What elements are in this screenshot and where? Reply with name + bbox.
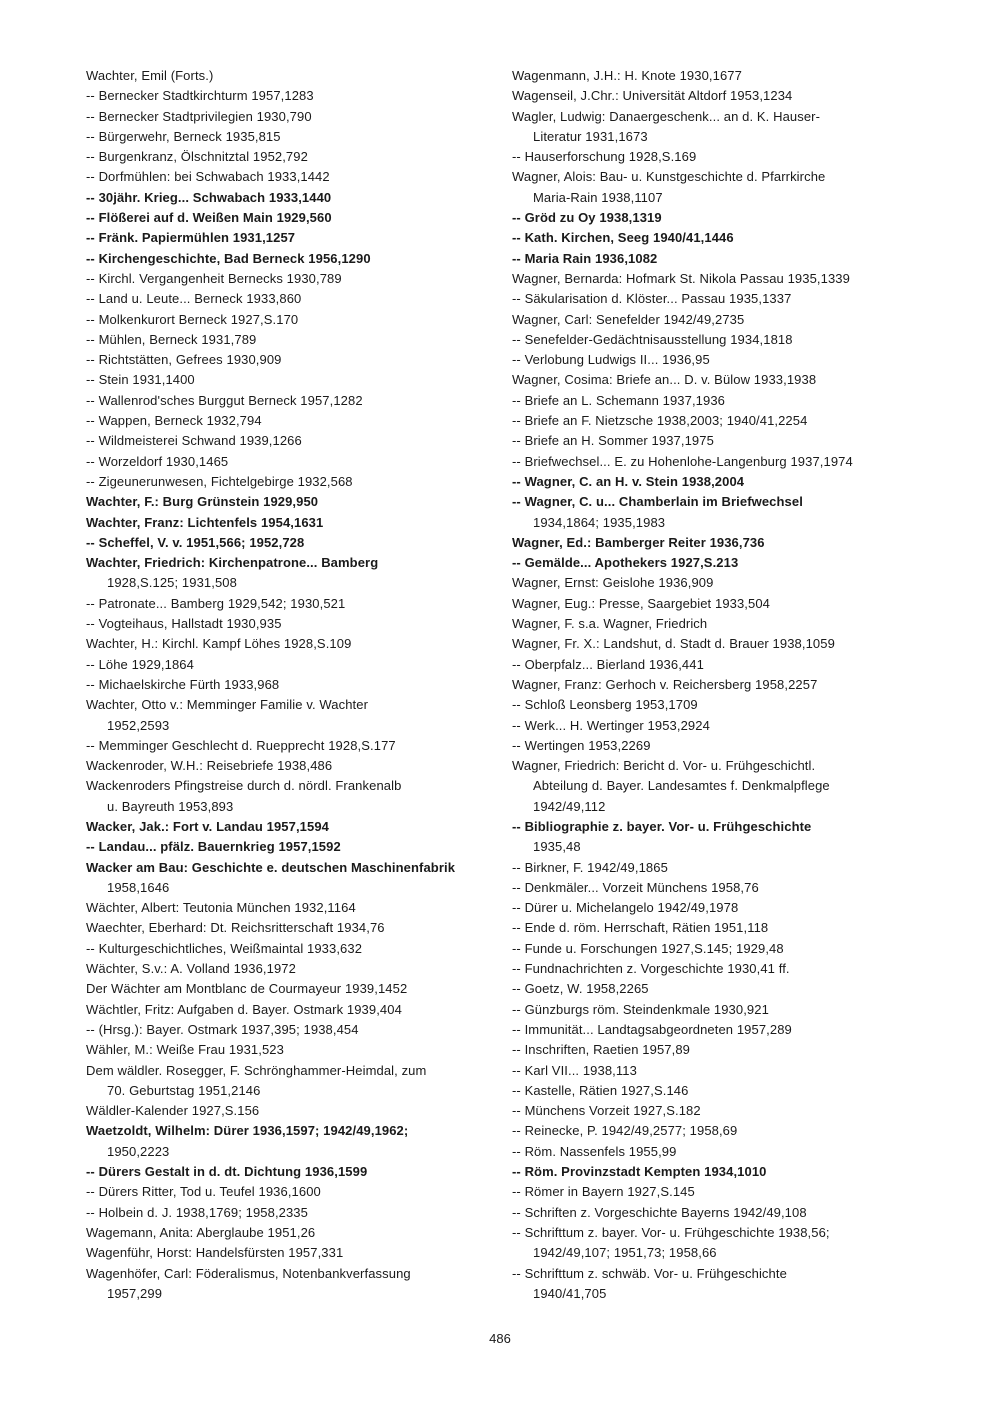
index-entry: Wagner, Ed.: Bamberger Reiter 1936,736	[512, 534, 765, 550]
index-entry: -- Mühlen, Berneck 1931,789	[86, 331, 257, 347]
index-entry: -- Fränk. Papiermühlen 1931,1257	[86, 230, 296, 246]
index-entry: -- Münchens Vorzeit 1927,S.182	[512, 1103, 701, 1119]
index-entry: Waetzoldt, Wilhelm: Dürer 1936,1597; 1942/49,1962;	[86, 1123, 409, 1139]
index-entry-continuation: 1952,2593	[107, 717, 170, 733]
index-entry: -- Säkularisation d. Klöster... Passau 1935,1337	[512, 291, 792, 307]
index-entry: -- Ende d. röm. Herrschaft, Rätien 1951,118	[512, 920, 769, 936]
index-entry: -- Patronate... Bamberg 1929,542; 1930,521	[86, 595, 346, 611]
index-entry: -- Land u. Leute... Berneck 1933,860	[86, 291, 302, 307]
index-entry: Wagner, Bernarda: Hofmark St. Nikola Passau 1935,1339	[512, 270, 850, 286]
index-entry: -- Goetz, W. 1958,2265	[512, 981, 649, 997]
index-entry-continuation: 1935,48	[533, 839, 581, 855]
index-entry: -- Wagner, C. u... Chamberlain im Briefwechsel	[512, 494, 803, 510]
index-entry: Wachter, H.: Kirchl. Kampf Löhes 1928,S.109	[86, 636, 352, 652]
index-entry: -- Briefe an L. Schemann 1937,1936	[512, 392, 725, 408]
index-entry-continuation: 1942/49,112	[533, 798, 606, 814]
index-entry: -- Senefelder-Gedächtnisausstellung 1934,1818	[512, 331, 793, 347]
index-entry-continuation: 1942/49,107; 1951,73; 1958,66	[533, 1245, 717, 1261]
index-entry: -- Memminger Geschlecht d. Ruepprecht 1928,S.177	[86, 737, 396, 753]
index-entry: -- Bibliographie z. bayer. Vor- u. Frühgeschichte	[512, 818, 812, 834]
index-entry-continuation: Abteilung d. Bayer. Landesamtes f. Denkmalpflege	[533, 778, 830, 794]
index-entry: -- Bürgerwehr, Berneck 1935,815	[86, 128, 281, 144]
index-entry: -- Gröd zu Oy 1938,1319	[512, 210, 662, 226]
index-entry: -- Funde u. Forschungen 1927,S.145; 1929,48	[512, 940, 784, 956]
index-entry: Dem wäldler. Rosegger, F. Schrönghammer-Heimdal, zum	[86, 1062, 427, 1078]
index-entry: Wagenmann, J.H.: H. Knote 1930,1677	[512, 68, 742, 83]
index-entry: Wächtler, Fritz: Aufgaben d. Bayer. Ostmark 1939,404	[86, 1001, 402, 1017]
index-entry: -- Wertingen 1953,2269	[512, 737, 651, 753]
index-entry: -- Dürers Ritter, Tod u. Teufel 1936,1600	[86, 1184, 321, 1200]
index-entry: -- 30jähr. Krieg... Schwabach 1933,1440	[86, 189, 332, 205]
index-entry-continuation: 1928,S.125; 1931,508	[107, 575, 237, 591]
index-entry: -- Dorfmühlen: bei Schwabach 1933,1442	[86, 169, 330, 185]
index-entry-continuation: Literatur 1931,1673	[533, 128, 648, 144]
index-entry: Wächter, Albert: Teutonia München 1932,1164	[86, 900, 356, 916]
index-entry: -- Hauserforschung 1928,S.169	[512, 149, 697, 165]
index-entry: Wagner, Carl: Senefelder 1942/49,2735	[512, 311, 745, 327]
index-entry: -- Römer in Bayern 1927,S.145	[512, 1184, 695, 1200]
index-entry-continuation: Maria-Rain 1938,1107	[533, 189, 663, 205]
index-entry: Wäldler-Kalender 1927,S.156	[86, 1103, 260, 1119]
index-entry: -- Wallenrod'sches Burggut Berneck 1957,1282	[86, 392, 363, 408]
index-entry-continuation: 1940/41,705	[533, 1285, 607, 1301]
left-column	[86, 66, 498, 1304]
index-entry: Wagler, Ludwig: Danaergeschenk... an d. K. Hauser-	[512, 108, 821, 124]
index-entry: -- Landau... pfälz. Bauernkrieg 1957,1592	[86, 839, 341, 855]
index-entry: Wackenroder, W.H.: Reisebriefe 1938,486	[86, 758, 333, 774]
index-entry: -- Maria Rain 1936,1082	[512, 250, 658, 266]
index-entry: Wachter, F.: Burg Grünstein 1929,950	[86, 494, 319, 510]
index-entry: Waechter, Eberhard: Dt. Reichsritterschaft 1934,76	[86, 920, 385, 936]
index-entry: Wagner, Cosima: Briefe an... D. v. Bülow 1933,1938	[512, 372, 817, 388]
index-entry: -- Fundnachrichten z. Vorgeschichte 1930,41 ff.	[512, 961, 790, 977]
index-entry: Wagner, Friedrich: Bericht d. Vor- u. Frühgeschichtl.	[512, 758, 816, 774]
index-entry: Wagner, Franz: Gerhoch v. Reichersberg 1958,2257	[512, 676, 818, 692]
index-entry: -- Flößerei auf d. Weißen Main 1929,560	[86, 210, 332, 226]
index-entry: -- Verlobung Ludwigs II... 1936,95	[512, 352, 710, 368]
index-entry: Wagner, Eug.: Presse, Saargebiet 1933,504	[512, 595, 771, 611]
index-entry: -- Briefe an F. Nietzsche 1938,2003; 1940/41,2254	[512, 413, 808, 429]
index-entry: -- Briefwechsel... E. zu Hohenlohe-Langenburg 1937,1974	[512, 453, 853, 469]
index-entry: -- Günzburgs röm. Steindenkmale 1930,921	[512, 1001, 769, 1017]
index-entry: -- Wappen, Berneck 1932,794	[86, 413, 262, 429]
index-entry: -- Schriften z. Vorgeschichte Bayerns 1942/49,108	[512, 1204, 807, 1220]
index-entry: -- Schrifttum z. bayer. Vor- u. Frühgeschichte 1938,56;	[512, 1224, 830, 1240]
index-entry: -- Kastelle, Rätien 1927,S.146	[512, 1082, 689, 1098]
index-entry: Wagemann, Anita: Aberglaube 1951,26	[86, 1224, 316, 1240]
index-entry: Wagner, Fr. X.: Landshut, d. Stadt d. Brauer 1938,1059	[512, 636, 835, 652]
index-entry: Wacker, Jak.: Fort v. Landau 1957,1594	[86, 818, 329, 834]
index-entry: -- Worzeldorf 1930,1465	[86, 453, 229, 469]
index-entry: -- Werk... H. Wertinger 1953,2924	[512, 717, 710, 733]
index-entry: -- Röm. Provinzstadt Kempten 1934,1010	[512, 1164, 767, 1180]
index-entry: Wachter, Franz: Lichtenfels 1954,1631	[86, 514, 324, 530]
index-entry: -- Gemälde... Apothekers 1927,S.213	[512, 555, 739, 571]
index-entry: -- Burgenkranz, Ölschnitztal 1952,792	[86, 149, 308, 165]
index-entry: -- Kirchengeschichte, Bad Berneck 1956,1290	[86, 250, 371, 266]
index-entry: Wagner, Ernst: Geislohe 1936,909	[512, 575, 714, 591]
index-entry: -- Kirchl. Vergangenheit Bernecks 1930,789	[86, 270, 342, 286]
index-entry: Wagner, F. s.a. Wagner, Friedrich	[512, 616, 708, 632]
index-entry-continuation: u. Bayreuth 1953,893	[107, 798, 234, 814]
index-entry: -- Briefe an H. Sommer 1937,1975	[512, 433, 714, 449]
index-entry: -- (Hrsg.): Bayer. Ostmark 1937,395; 1938,454	[86, 1021, 359, 1037]
index-entry-continuation: 70. Geburtstag 1951,2146	[107, 1082, 261, 1098]
index-entry: -- Bernecker Stadtkirchturm 1957,1283	[86, 88, 314, 104]
index-entry: Wachter, Otto v.: Memminger Familie v. Wachter	[86, 697, 368, 713]
index-entry: -- Molkenkurort Berneck 1927,S.170	[86, 311, 299, 327]
index-entry-continuation: 1958,1646	[107, 879, 170, 895]
index-entry: Wagner, Alois: Bau- u. Kunstgeschichte d. Pfarrkirche	[512, 169, 826, 185]
index-entry: -- Immunität... Landtagsabgeordneten 1957,289	[512, 1021, 792, 1037]
index-entry: -- Röm. Nassenfels 1955,99	[512, 1143, 677, 1159]
index-entry: -- Schloß Leonsberg 1953,1709	[512, 697, 698, 713]
index-entry: -- Dürer u. Michelangelo 1942/49,1978	[512, 900, 739, 916]
index-entry: Wacker am Bau: Geschichte e. deutschen Maschinenfabrik	[86, 859, 456, 875]
index-entry: -- Vogteihaus, Hallstadt 1930,935	[86, 616, 282, 632]
index-entry: -- Schrifttum z. schwäb. Vor- u. Frühgeschichte	[512, 1265, 787, 1281]
index-entry: Wachter, Friedrich: Kirchenpatrone... Bamberg	[86, 555, 379, 571]
index-entry: Wagenhöfer, Carl: Föderalismus, Notenbankverfassung	[86, 1265, 411, 1281]
index-entry: -- Stein 1931,1400	[86, 372, 195, 388]
index-entry: Wächter, S.v.: A. Volland 1936,1972	[86, 961, 296, 977]
index-entry: -- Reinecke, P. 1942/49,2577; 1958,69	[512, 1123, 738, 1139]
right-column	[512, 66, 942, 1304]
index-entry: Der Wächter am Montblanc de Courmayeur 1939,1452	[86, 981, 408, 997]
index-entry: -- Michaelskirche Fürth 1933,968	[86, 676, 280, 692]
index-entry: -- Bernecker Stadtprivilegien 1930,790	[86, 108, 312, 124]
index-entry: -- Karl VII... 1938,113	[512, 1062, 637, 1078]
index-entry: Wähler, M.: Weiße Frau 1931,523	[86, 1042, 284, 1058]
index-entry: -- Scheffel, V. v. 1951,566; 1952,728	[86, 534, 305, 550]
index-entry: -- Birkner, F. 1942/49,1865	[512, 859, 668, 875]
index-entry: -- Dürers Gestalt in d. dt. Dichtung 1936,1599	[86, 1164, 368, 1180]
index-entry: Wachter, Emil (Forts.)	[86, 68, 214, 83]
index-entry-continuation: 1957,299	[107, 1285, 163, 1301]
index-entry: Wagenseil, J.Chr.: Universität Altdorf 1953,1234	[512, 88, 793, 104]
index-entry: -- Zigeunerunwesen, Fichtelgebirge 1932,568	[86, 473, 353, 489]
index-entry: -- Richtstätten, Gefrees 1930,909	[86, 352, 282, 368]
index-entry: -- Wagner, C. an H. v. Stein 1938,2004	[512, 473, 745, 489]
index-entry-continuation: 1950,2223	[107, 1143, 170, 1159]
index-entry: -- Inschriften, Raetien 1957,89	[512, 1042, 690, 1058]
index-entry: Wackenroders Pfingstreise durch d. nördl. Frankenalb	[86, 778, 402, 794]
index-entry: -- Löhe 1929,1864	[86, 656, 194, 672]
index-entry: -- Wildmeisterei Schwand 1939,1266	[86, 433, 302, 449]
index-entry-continuation: 1934,1864; 1935,1983	[533, 514, 666, 530]
index-entry: -- Kulturgeschichtliches, Weißmaintal 1933,632	[86, 940, 363, 956]
index-entry: -- Denkmäler... Vorzeit Münchens 1958,76	[512, 879, 759, 895]
index-entry: -- Holbein d. J. 1938,1769; 1958,2335	[86, 1204, 308, 1220]
page-number: 486	[489, 1331, 511, 1346]
index-entry: -- Kath. Kirchen, Seeg 1940/41,1446	[512, 230, 734, 246]
index-entry: Wagenführ, Horst: Handelsfürsten 1957,331	[86, 1245, 344, 1261]
index-entry: -- Oberpfalz... Bierland 1936,441	[512, 656, 704, 672]
